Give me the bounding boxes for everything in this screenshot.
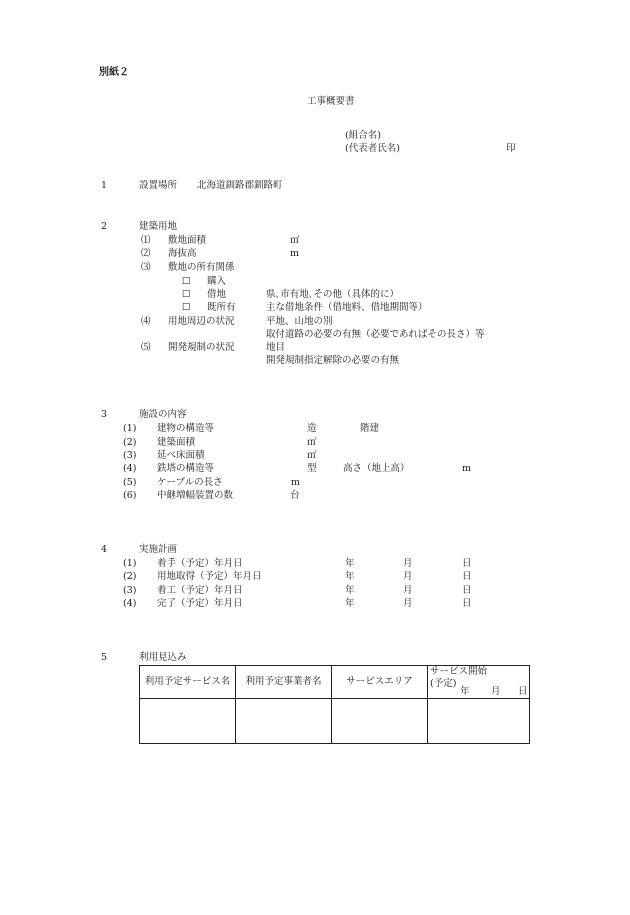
floor-area-label: 延べ床面積 <box>157 450 205 461</box>
construction-year-unit: 年 <box>345 585 355 596</box>
s2-item-4-number: ⑷ <box>141 316 151 327</box>
cable-length-label: ケーブルの長さ <box>157 477 223 488</box>
cable-length-unit: m <box>291 477 301 488</box>
ownership-label: 敷地の所有関係 <box>168 262 235 273</box>
s4-item-1-number: (1) <box>123 558 137 569</box>
section-3-label: 施設の内容 <box>139 409 187 420</box>
surroundings-label: 用地周辺の状況 <box>168 316 235 327</box>
elevation-label: 海抜高 <box>168 248 197 259</box>
building-area-unit: ㎡ <box>307 437 317 448</box>
provider-name-header: 利用予定事業者名 <box>236 666 332 699</box>
section-5-number: 5 <box>101 652 108 663</box>
representative-name-label: (代表者氏名) <box>345 143 400 154</box>
service-start-header <box>428 666 530 699</box>
completion-month-unit: 月 <box>403 598 413 609</box>
service-area-cell[interactable] <box>332 699 428 744</box>
building-structure-label: 建物の構造等 <box>157 423 215 434</box>
purchase-label: 購入 <box>207 276 227 287</box>
amplifier-count-unit: 台 <box>290 490 300 501</box>
floor-area-unit: ㎡ <box>307 450 317 461</box>
lease-conditions-note: 主な借地条件（借地料、借地期間等） <box>266 302 428 313</box>
seal-mark: 印 <box>506 143 516 154</box>
owned-label: 既所有 <box>207 302 236 313</box>
lease-label: 借地 <box>207 289 227 300</box>
usage-table <box>139 665 530 744</box>
acquisition-year-unit: 年 <box>345 571 355 582</box>
section-5-label: 利用見込み <box>139 652 187 663</box>
start-date-label: 着手（予定）年月日 <box>157 558 243 569</box>
service-name-cell[interactable] <box>140 699 236 744</box>
land-acquisition-date-label: 用地取得（予定）年月日 <box>157 571 262 582</box>
s2-item-5-number: ⑸ <box>141 342 151 353</box>
s3-item-1-number: (1) <box>123 423 137 434</box>
site-area-unit: ㎡ <box>290 235 300 246</box>
access-road-note: 取付道路の必要の有無（必要であればその長さ）等 <box>266 329 485 340</box>
completion-year-unit: 年 <box>345 598 355 609</box>
acquisition-day-unit: 日 <box>462 571 472 582</box>
tower-height-unit: m <box>462 463 472 474</box>
table-header-row <box>140 666 530 699</box>
lease-checkbox[interactable]: ☐ <box>182 289 191 300</box>
s2-item-2-number: ⑵ <box>141 248 151 259</box>
section-1-label: 設置場所 <box>139 180 178 191</box>
completion-date-label: 完了（予定）年月日 <box>157 598 243 609</box>
purchase-checkbox[interactable]: ☐ <box>182 276 191 287</box>
elevation-unit: m <box>290 248 300 259</box>
development-regulation-label: 開発規制の状況 <box>168 342 235 353</box>
regulation-release-note: 開発規制指定解除の必要の有無 <box>266 355 400 366</box>
amplifier-count-label: 中継増幅装置の数 <box>157 490 234 501</box>
section-3-number: 3 <box>101 409 108 420</box>
structure-unit: 造 <box>307 423 317 434</box>
section-2-label: 建築用地 <box>139 221 178 232</box>
construction-day-unit: 日 <box>462 585 472 596</box>
start-day-unit: 日 <box>462 558 472 569</box>
terrain-note: 平地、山地の別 <box>266 316 333 327</box>
table-row <box>140 699 530 744</box>
floors-unit: 階建 <box>360 423 380 434</box>
document-title: 工事概要書 <box>307 96 355 107</box>
s3-item-5-number: (5) <box>123 477 137 488</box>
union-name-label: (組合名) <box>345 130 381 141</box>
lease-note: 県､市有地､その他（具体的に） <box>266 289 400 300</box>
service-start-day-unit: 日 <box>518 686 528 697</box>
building-area-label: 建築面積 <box>157 437 196 448</box>
construction-start-date-label: 着工（予定）年月日 <box>157 585 243 596</box>
attachment-label: 別紙２ <box>99 67 129 78</box>
owned-checkbox[interactable]: ☐ <box>182 302 191 313</box>
service-start-year-unit: 年 <box>460 686 470 697</box>
service-start-cell[interactable] <box>428 699 530 744</box>
s2-item-1-number: ⑴ <box>141 235 151 246</box>
section-4-number: 4 <box>101 544 108 555</box>
start-year-unit: 年 <box>345 558 355 569</box>
land-category-note: 地目 <box>266 342 286 353</box>
construction-month-unit: 月 <box>403 585 413 596</box>
service-name-header: 利用予定サービス名 <box>140 666 236 699</box>
section-1-number: 1 <box>101 180 108 191</box>
s3-item-3-number: (3) <box>123 450 137 461</box>
s3-item-2-number: (2) <box>123 437 137 448</box>
completion-day-unit: 日 <box>462 598 472 609</box>
service-area-header: サービスエリア <box>332 666 428 699</box>
provider-name-cell[interactable] <box>236 699 332 744</box>
site-area-label: 敷地面積 <box>168 235 207 246</box>
section-2-number: 2 <box>101 221 108 232</box>
s2-item-3-number: ⑶ <box>141 262 151 273</box>
tower-structure-label: 鉄塔の構造等 <box>157 463 215 474</box>
installation-location-value: 北海道釧路郡釧路町 <box>197 180 283 191</box>
section-4-label: 実施計画 <box>139 544 178 555</box>
service-start-planned: (予定) <box>430 678 457 689</box>
acquisition-month-unit: 月 <box>403 571 413 582</box>
s4-item-4-number: (4) <box>123 598 137 609</box>
s3-item-4-number: (4) <box>123 463 137 474</box>
tower-type-unit: 型 <box>307 463 317 474</box>
s3-item-6-number: (6) <box>123 490 137 501</box>
start-month-unit: 月 <box>403 558 413 569</box>
service-start-month-unit: 月 <box>491 686 501 697</box>
tower-height-label: 高さ（地上高） <box>343 463 410 474</box>
s4-item-2-number: (2) <box>123 571 137 582</box>
service-start-label: サービス開始 <box>430 666 488 677</box>
s4-item-3-number: (3) <box>123 585 137 596</box>
